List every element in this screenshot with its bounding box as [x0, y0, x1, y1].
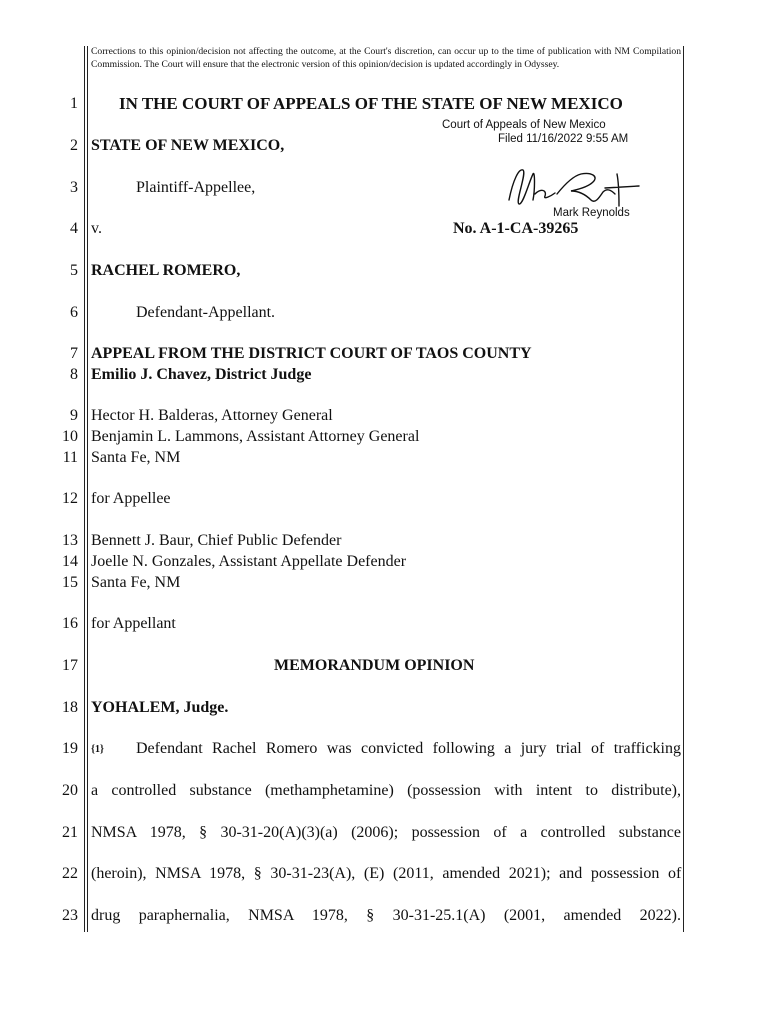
filing-stamp-signer: Mark Reynolds	[553, 207, 630, 219]
body-line: (heroin), NMSA 1978, § 30-31-23(A), (E) (2011, amended 2021); and possession of	[91, 865, 682, 882]
line-number: 22	[62, 865, 78, 882]
body-line: Defendant Rachel Romero was convicted following a jury trial of trafficking	[136, 740, 681, 757]
district-judge: Emilio J. Chavez, District Judge	[91, 366, 312, 383]
plaintiff-role: Plaintiff-Appellee,	[136, 179, 256, 196]
defendant-name: RACHEL ROMERO,	[91, 262, 241, 279]
versus: v.	[91, 220, 102, 237]
body-line: drug paraphernalia, NMSA 1978, § 30-31-25.1(A) (2001, amended 2022).	[91, 907, 682, 924]
appellant-counsel-line: Bennett J. Baur, Chief Public Defender	[91, 532, 342, 549]
line-number: 12	[62, 490, 78, 507]
line-number: 14	[62, 553, 78, 570]
line-number: 16	[62, 615, 78, 632]
appellant-counsel-line: Joelle N. Gonzales, Assistant Appellate Defender	[91, 553, 407, 570]
line-number: 23	[62, 907, 78, 924]
court-title: IN THE COURT OF APPEALS OF THE STATE OF NEW MEXICO	[119, 94, 623, 113]
line-number: 4	[70, 220, 78, 237]
line-number: 10	[62, 428, 78, 445]
line-number: 3	[70, 179, 78, 196]
filing-stamp-court: Court of Appeals of New Mexico	[442, 119, 606, 131]
line-number: 21	[62, 824, 78, 841]
line-number: 20	[62, 782, 78, 799]
line-number: 13	[62, 532, 78, 549]
line-number: 15	[62, 574, 78, 591]
line-number: 17	[62, 657, 78, 674]
line-number: 18	[62, 699, 78, 716]
paragraph-marker: {1}	[91, 744, 104, 755]
corrections-notice: Corrections to this opinion/decision not affecting the outcome, at the Court's discretion, can occur up to the time of publication with NM Compilation Commission. The Court will ensure that the electronic version of this opinion/decision is updated accordingly in Odyssey.	[91, 46, 681, 70]
author-line: YOHALEM, Judge.	[91, 699, 229, 716]
filing-stamp-filed: Filed 11/16/2022 9:55 AM	[498, 133, 629, 145]
opinion-heading: MEMORANDUM OPINION	[274, 657, 475, 674]
plaintiff-name: STATE OF NEW MEXICO,	[91, 137, 285, 154]
appellee-counsel-line: Benjamin L. Lammons, Assistant Attorney General	[91, 428, 420, 445]
line-number: 11	[62, 449, 78, 466]
case-number: No. A-1-CA-39265	[453, 220, 579, 237]
appellee-counsel-line: Santa Fe, NM	[91, 449, 181, 466]
line-number: 6	[70, 304, 78, 321]
line-number: 7	[70, 345, 78, 362]
line-number: 1	[70, 95, 78, 112]
for-appellant: for Appellant	[91, 615, 176, 632]
body-line: a controlled substance (methamphetamine) (possession with intent to distribute),	[91, 782, 681, 799]
line-number: 19	[62, 740, 78, 757]
defendant-role: Defendant-Appellant.	[136, 304, 276, 321]
appellee-counsel-line: Hector H. Balderas, Attorney General	[91, 407, 333, 424]
appeal-from: APPEAL FROM THE DISTRICT COURT OF TAOS COUNTY	[91, 345, 532, 362]
margin-rule-left	[84, 46, 85, 932]
appellant-counsel-line: Santa Fe, NM	[91, 574, 181, 591]
body-line: NMSA 1978, § 30-31-20(A)(3)(a) (2006); possession of a controlled substance	[91, 824, 681, 841]
margin-rule-right	[683, 46, 684, 932]
line-number: 9	[70, 407, 78, 424]
line-number: 2	[70, 137, 78, 154]
margin-rule-left-inner	[87, 46, 88, 932]
line-number: 8	[70, 366, 78, 383]
line-number: 5	[70, 262, 78, 279]
for-appellee: for Appellee	[91, 490, 171, 507]
